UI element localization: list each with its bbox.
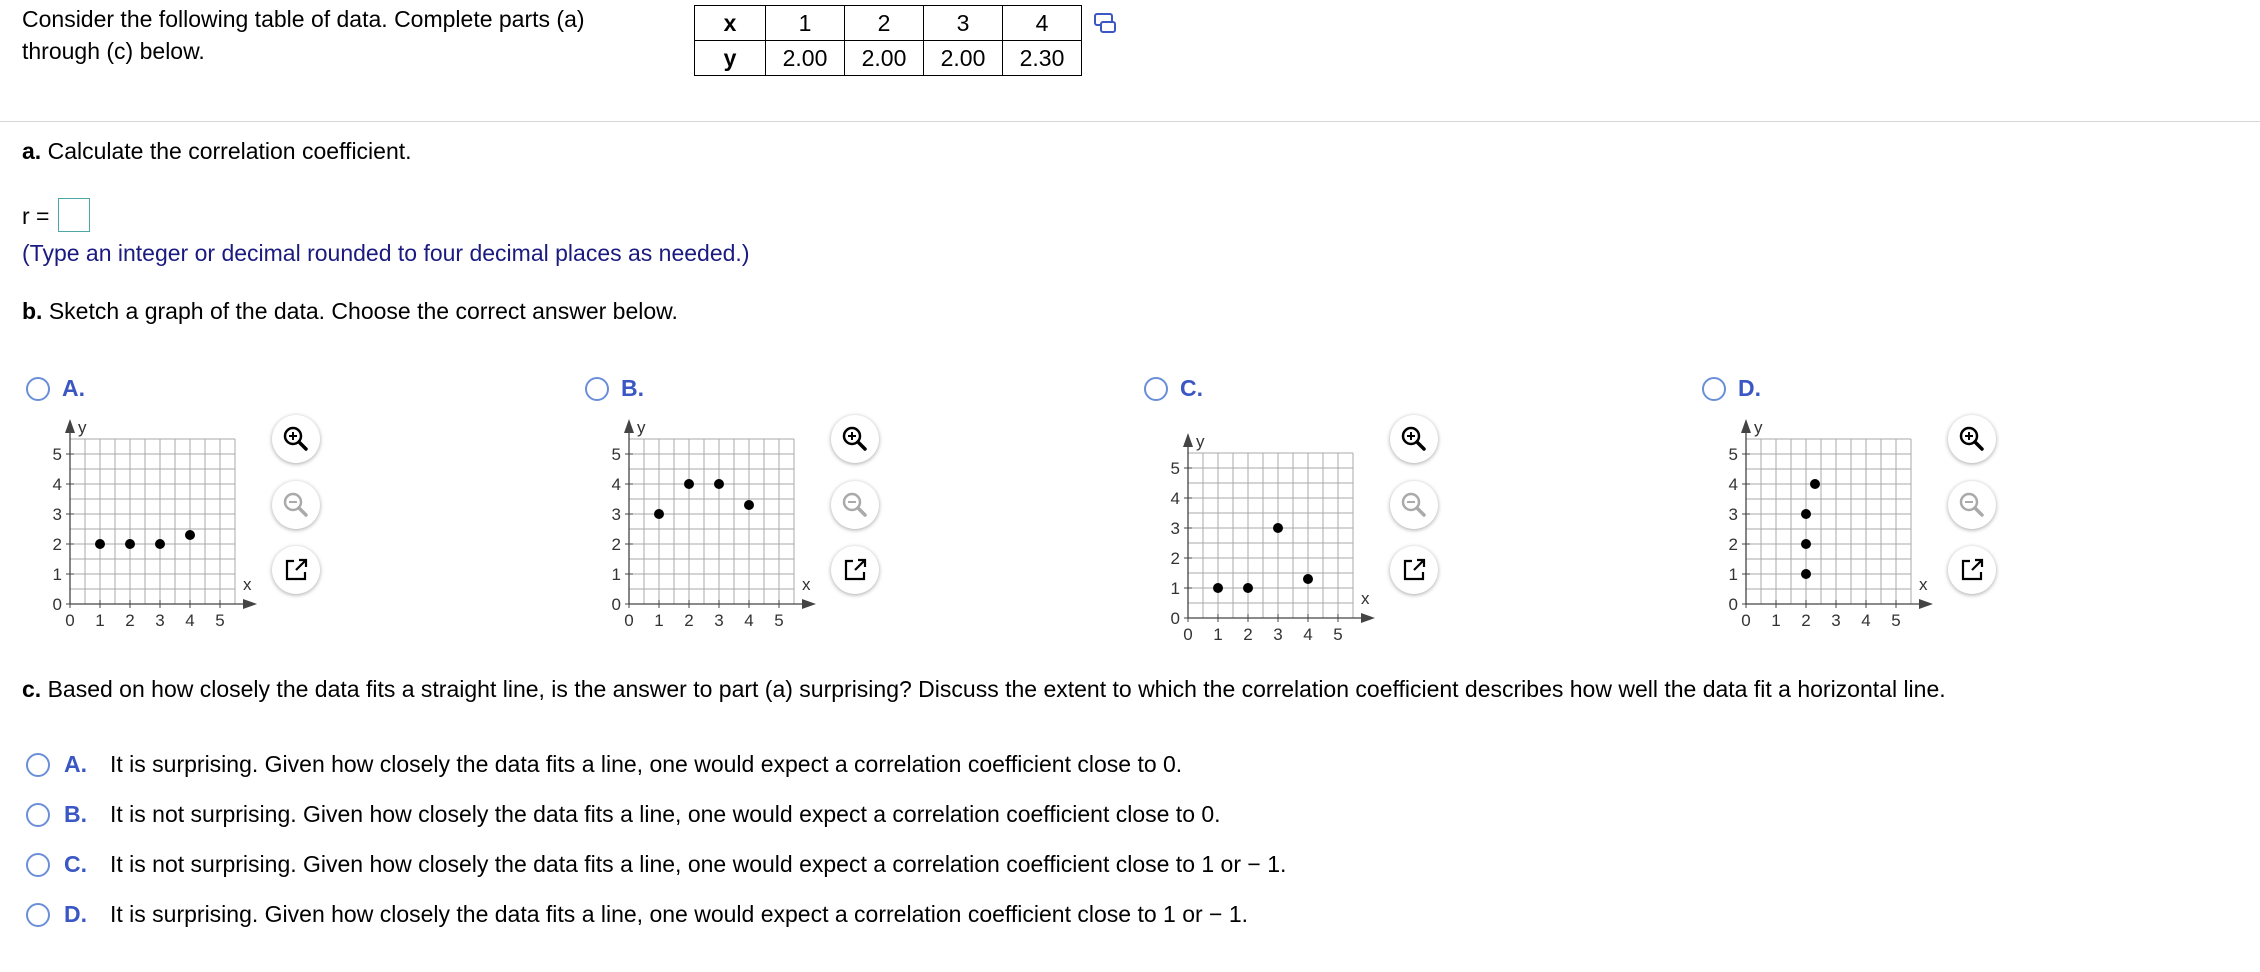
external-link-icon <box>1390 546 1438 594</box>
x-tick-label: 5 <box>1333 625 1343 644</box>
y-tick-label: 5 <box>1170 459 1180 478</box>
x-axis-arrow <box>243 599 257 609</box>
part-b-prompt <box>22 296 678 326</box>
zoom-out-icon <box>1948 481 1996 529</box>
x-axis-label: x <box>243 575 252 594</box>
x-axis-label: x <box>1919 575 1928 594</box>
zoom-in-icon <box>831 415 879 463</box>
y-tick-label: 0 <box>611 595 621 614</box>
y-axis-arrow <box>65 419 75 433</box>
part-b-text: Sketch a graph of the data. Choose the correct answer below. <box>48 298 678 324</box>
y-tick-label: 1 <box>52 565 62 584</box>
zoom-in-button[interactable] <box>272 415 320 463</box>
zoom-in-icon <box>1390 415 1438 463</box>
copy-icon[interactable] <box>1093 11 1119 37</box>
x-axis-label: x <box>802 575 811 594</box>
y-tick-label: 0 <box>52 595 62 614</box>
scatter-plot <box>1702 419 1962 689</box>
data-point <box>125 539 135 549</box>
question-intro-line2: through (c) below. <box>22 38 205 64</box>
table-cell: 2 <box>845 6 924 41</box>
data-point <box>654 509 664 519</box>
x-tick-label: 5 <box>774 611 784 630</box>
data-point <box>95 539 105 549</box>
part-c-text: Based on how closely the data fits a straight line, is the answer to part (a) surprising? Discuss the extent to which the correlation coefficient describes how well the data fit a horizontal line. <box>47 676 1946 702</box>
divider <box>0 121 2260 122</box>
data-point <box>185 530 195 540</box>
y-tick-label: 1 <box>611 565 621 584</box>
x-tick-label: 0 <box>624 611 634 630</box>
x-tick-label: 2 <box>684 611 694 630</box>
x-axis-arrow <box>1919 599 1933 609</box>
y-tick-label: 2 <box>1170 549 1180 568</box>
data-point <box>1801 569 1811 579</box>
y-tick-label: 2 <box>52 535 62 554</box>
data-point <box>714 479 724 489</box>
y-axis-arrow <box>1741 419 1751 433</box>
x-tick-label: 1 <box>95 611 105 630</box>
y-tick-label: 4 <box>611 475 621 494</box>
y-tick-label: 4 <box>1170 489 1180 508</box>
x-tick-label: 2 <box>1243 625 1253 644</box>
zoom-out-button[interactable] <box>272 481 320 529</box>
part-a-label: a. <box>22 138 42 164</box>
answer-hint: (Type an integer or decimal rounded to four decimal places as needed.) <box>22 240 750 266</box>
option-letter: A. <box>64 751 87 777</box>
option-letter: B. <box>621 375 644 401</box>
option-text: It is not surprising. Given how closely the data fits a line, one would expect a correlation coefficient close to 1 or − 1. <box>110 851 1287 877</box>
y-axis-label: y <box>78 418 87 437</box>
table-cell: 2.00 <box>766 41 845 76</box>
table-header-x: x <box>695 6 766 41</box>
table-header-y: y <box>695 41 766 76</box>
x-tick-label: 3 <box>1831 611 1841 630</box>
zoom-out-button[interactable] <box>1390 481 1438 529</box>
data-point <box>1801 509 1811 519</box>
x-tick-label: 3 <box>155 611 165 630</box>
external-link-icon <box>831 546 879 594</box>
option-text: It is surprising. Given how closely the data fits a line, one would expect a correlation coefficient close to 1 or − 1. <box>110 901 1249 927</box>
x-tick-label: 1 <box>1213 625 1223 644</box>
y-tick-label: 4 <box>1728 475 1738 494</box>
zoom-out-button[interactable] <box>831 481 879 529</box>
x-tick-label: 1 <box>1771 611 1781 630</box>
y-tick-label: 3 <box>611 505 621 524</box>
scatter-plot <box>1144 419 1404 689</box>
radio-button[interactable] <box>26 803 50 827</box>
table-row-y <box>695 41 1082 76</box>
table-cell: 2.00 <box>845 41 924 76</box>
x-tick-label: 3 <box>714 611 724 630</box>
x-tick-label: 4 <box>744 611 754 630</box>
x-tick-label: 4 <box>1303 625 1313 644</box>
popout-button[interactable] <box>831 546 879 594</box>
x-tick-label: 4 <box>1861 611 1871 630</box>
x-tick-label: 5 <box>215 611 225 630</box>
x-axis-arrow <box>1361 613 1375 623</box>
x-tick-label: 5 <box>1891 611 1901 630</box>
y-axis-label: y <box>1754 418 1763 437</box>
zoom-in-icon <box>272 415 320 463</box>
data-point <box>684 479 694 489</box>
x-axis-arrow <box>802 599 816 609</box>
x-tick-label: 0 <box>1741 611 1751 630</box>
radio-button[interactable] <box>26 753 50 777</box>
option-letter: A. <box>62 375 85 401</box>
data-point <box>1303 574 1313 584</box>
y-tick-label: 2 <box>1728 535 1738 554</box>
data-table <box>694 5 1082 76</box>
popout-button[interactable] <box>1390 546 1438 594</box>
graph-option-a[interactable] <box>26 373 356 643</box>
data-point <box>1243 583 1253 593</box>
y-tick-label: 5 <box>52 445 62 464</box>
y-tick-label: 4 <box>52 475 62 494</box>
y-tick-label: 1 <box>1728 565 1738 584</box>
y-tick-label: 3 <box>1170 519 1180 538</box>
option-letter: C. <box>64 851 87 877</box>
option-text: It is not surprising. Given how closely the data fits a line, one would expect a correlation coefficient close to 0. <box>110 801 1221 827</box>
grid <box>70 439 235 604</box>
x-tick-label: 3 <box>1273 625 1283 644</box>
zoom-out-icon <box>272 481 320 529</box>
option-letter: D. <box>1738 375 1761 401</box>
y-tick-label: 1 <box>1170 579 1180 598</box>
external-link-icon <box>1948 546 1996 594</box>
x-tick-label: 1 <box>654 611 664 630</box>
x-tick-label: 0 <box>1183 625 1193 644</box>
table-cell: 4 <box>1003 6 1082 41</box>
r-label: r = <box>22 203 50 229</box>
y-axis-arrow <box>624 419 634 433</box>
y-axis-arrow <box>1183 433 1193 447</box>
radio-button[interactable] <box>26 377 50 401</box>
part-b-label: b. <box>22 298 43 324</box>
radio-button[interactable] <box>1702 377 1726 401</box>
grid <box>629 439 794 604</box>
x-tick-label: 2 <box>1801 611 1811 630</box>
table-row-x <box>695 6 1082 41</box>
y-tick-label: 0 <box>1728 595 1738 614</box>
r-answer-input[interactable] <box>58 198 90 232</box>
part-a-prompt <box>22 136 412 166</box>
graph-option-d[interactable] <box>1702 373 2032 643</box>
data-point <box>1810 479 1820 489</box>
external-link-icon <box>272 546 320 594</box>
grid <box>1746 439 1911 604</box>
x-tick-label: 2 <box>125 611 135 630</box>
data-point <box>744 500 754 510</box>
zoom-out-button[interactable] <box>1948 481 1996 529</box>
y-tick-label: 3 <box>1728 505 1738 524</box>
option-letter: D. <box>64 901 87 927</box>
part-a-text: Calculate the correlation coefficient. <box>47 138 412 164</box>
zoom-out-icon <box>831 481 879 529</box>
option-letter: C. <box>1180 375 1203 401</box>
data-point <box>1801 539 1811 549</box>
table-cell: 2.30 <box>1003 41 1082 76</box>
radio-button[interactable] <box>26 903 50 927</box>
radio-button[interactable] <box>26 853 50 877</box>
zoom-in-button[interactable] <box>1948 415 1996 463</box>
popout-button[interactable] <box>1948 546 1996 594</box>
y-axis-label: y <box>637 418 646 437</box>
scatter-plot <box>26 419 286 689</box>
popout-button[interactable] <box>272 546 320 594</box>
data-point <box>155 539 165 549</box>
table-cell: 2.00 <box>924 41 1003 76</box>
graph-option-b[interactable] <box>585 373 915 643</box>
data-point <box>1273 523 1283 533</box>
y-tick-label: 5 <box>1728 445 1738 464</box>
data-point <box>1213 583 1223 593</box>
grid <box>1188 453 1353 618</box>
table-cell: 3 <box>924 6 1003 41</box>
y-tick-label: 5 <box>611 445 621 464</box>
zoom-in-icon <box>1948 415 1996 463</box>
part-c-label: c. <box>22 676 42 702</box>
part-c-prompt <box>22 674 1946 704</box>
zoom-in-button[interactable] <box>1390 415 1438 463</box>
y-tick-label: 2 <box>611 535 621 554</box>
x-tick-label: 4 <box>185 611 195 630</box>
zoom-out-icon <box>1390 481 1438 529</box>
y-axis-label: y <box>1196 432 1205 451</box>
option-text: It is surprising. Given how closely the data fits a line, one would expect a correlation coefficient close to 0. <box>110 751 1183 777</box>
table-cell: 1 <box>766 6 845 41</box>
y-tick-label: 3 <box>52 505 62 524</box>
scatter-plot <box>585 419 845 689</box>
radio-button[interactable] <box>1144 377 1168 401</box>
y-tick-label: 0 <box>1170 609 1180 628</box>
zoom-in-button[interactable] <box>831 415 879 463</box>
x-tick-label: 0 <box>65 611 75 630</box>
option-letter: B. <box>64 801 87 827</box>
question-intro-line1: Consider the following table of data. Complete parts (a) <box>22 6 585 32</box>
x-axis-label: x <box>1361 589 1370 608</box>
graph-option-c[interactable] <box>1144 373 1474 643</box>
radio-button[interactable] <box>585 377 609 401</box>
